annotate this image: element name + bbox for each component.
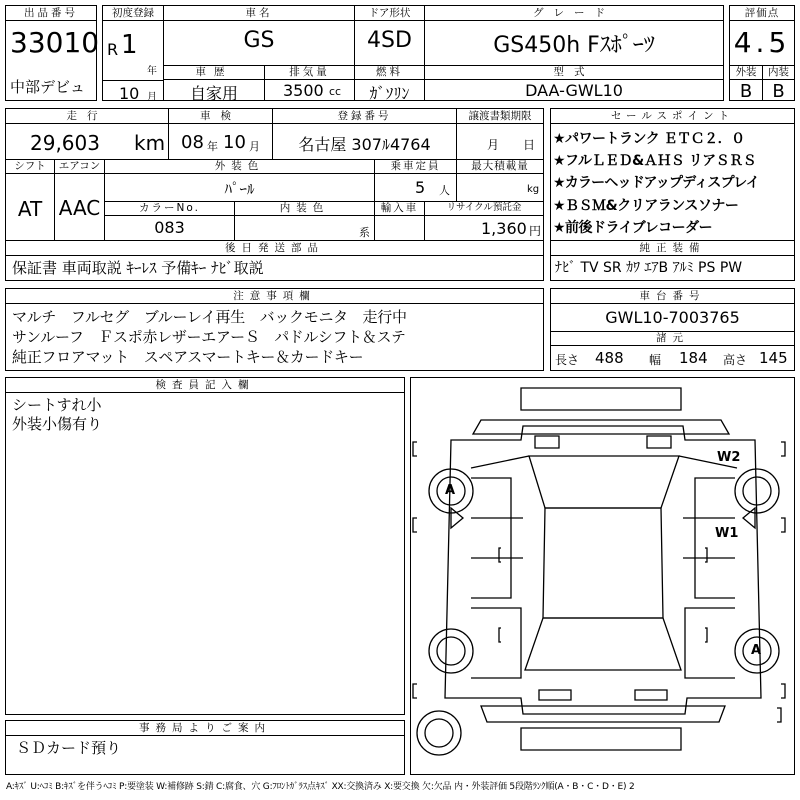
fuel-label: 燃料 bbox=[354, 65, 424, 80]
mileage: 29,603 bbox=[30, 131, 100, 155]
damage-mark-w2: W2 bbox=[717, 450, 741, 465]
notes-line: サンルーフ Ｆスポ赤レザーエアーＳ パドルシフト＆ステ bbox=[12, 328, 406, 346]
height-label: 高さ bbox=[723, 353, 748, 367]
color-label: 外装色 bbox=[104, 159, 374, 174]
mileage-label: 走行 bbox=[6, 109, 168, 124]
notes-line: マルチ フルセグ ブルーレイ再生 バックモニタ 走行中 bbox=[12, 308, 407, 326]
transfer-label: 譲渡書類期限 bbox=[456, 109, 543, 124]
history-label: 車歴 bbox=[164, 65, 264, 80]
legend-footer: A:ｷｽﾞ U:ﾍｺﾐ B:ｷｽﾞを伴うﾍｺﾐ P:要塗装 W:補修跡 S:錆 C:腐食、穴 G:ﾌﾛﾝﾄｶﾞﾗｽ点ｷｽﾞ XX:交換済み X:要交換 欠:欠品 内・外装評価 5段階ﾗﾝｸ順(A・B・C・D・E) 2 bbox=[6, 782, 635, 792]
capacity-label: 乗車定員 bbox=[374, 159, 456, 174]
exterior-label: 外装 bbox=[730, 65, 762, 80]
fuel: ｶﾞｿﾘﾝ bbox=[354, 80, 424, 101]
car-name: GS bbox=[243, 28, 275, 53]
first-reg-month-unit: 月 bbox=[147, 92, 157, 103]
shift: AT bbox=[17, 197, 43, 221]
office-notice: ＳＤカード預り bbox=[16, 739, 122, 757]
color: ﾊﾟｰﾙ bbox=[104, 174, 374, 201]
notes-box bbox=[5, 288, 544, 371]
chassis-label: 車台番号 bbox=[551, 289, 794, 304]
grade: GS450h Fｽﾎﾟｰﾂ bbox=[424, 21, 723, 65]
displacement-unit: cc bbox=[329, 85, 342, 98]
office-label: 事務局よりご案内 bbox=[6, 721, 404, 736]
sales-point-item: ★パワートランク ＥＴＣ２．０ bbox=[553, 131, 745, 147]
length-label: 長さ bbox=[555, 353, 580, 367]
width: 184 bbox=[679, 349, 708, 367]
notes-label: 注意事項欄 bbox=[6, 289, 543, 304]
height: 145 bbox=[759, 349, 788, 367]
first-reg-label: 初度登録 bbox=[103, 6, 163, 21]
sales-point-item: ★ＢＳＭ&クリアランスソナー bbox=[553, 198, 739, 214]
import-label: 輸入車 bbox=[374, 201, 424, 216]
inspector-line: 外装小傷有り bbox=[12, 415, 103, 433]
mileage-unit: km bbox=[134, 131, 166, 155]
later-parts: 保証書 車両取説 ｷｰﾚｽ 予備ｷｰ ﾅﾋﾞ取説 bbox=[12, 259, 264, 277]
score-box bbox=[729, 5, 795, 101]
damage-mark-a-rear-right: A bbox=[751, 643, 762, 658]
plate: 名古屋 307ﾙ4764 bbox=[272, 124, 456, 159]
equipment-label: 純正装備 bbox=[551, 241, 794, 256]
color-no-label: カラーNo. bbox=[104, 201, 234, 216]
car-outline-diagram bbox=[411, 378, 794, 774]
chassis-box bbox=[550, 288, 795, 371]
inspection-year: 08 bbox=[181, 132, 204, 153]
capacity: 5 bbox=[415, 178, 426, 197]
interior-color-unit: 系 bbox=[359, 226, 370, 239]
first-reg-year-unit: 年 bbox=[147, 66, 157, 77]
later-parts-label: 後日発送部品 bbox=[6, 241, 543, 256]
inspection-year-unit: 年 bbox=[207, 140, 218, 153]
first-reg-era: R bbox=[107, 40, 119, 59]
car-name-label: 車名 bbox=[164, 6, 354, 21]
lot-label: 出品番号 bbox=[6, 6, 96, 21]
sales-points-label: セールスポイント bbox=[551, 109, 794, 124]
transfer-day-unit: 日 bbox=[523, 138, 536, 152]
model: DAA-GWL10 bbox=[424, 80, 723, 101]
dealer-name: 中部デビュ bbox=[10, 78, 86, 96]
inspection-month-unit: 月 bbox=[249, 140, 260, 153]
lot-box bbox=[5, 5, 100, 101]
aircon: AAC bbox=[54, 174, 104, 241]
interior-color-label: 内装色 bbox=[234, 201, 374, 216]
first-reg-box bbox=[102, 5, 164, 101]
sales-point-item: ★カラーヘッドアップディスプレイ bbox=[553, 175, 759, 191]
width-label: 幅 bbox=[649, 353, 662, 367]
inspector-box bbox=[5, 377, 405, 715]
inspection-month: 10 bbox=[223, 132, 246, 153]
door-type: 4SD bbox=[354, 21, 424, 65]
equipment-box bbox=[550, 240, 795, 281]
chassis-number: GWL10-7003765 bbox=[605, 308, 740, 327]
inspection-label: 車検 bbox=[168, 109, 272, 124]
grade-label: グレード bbox=[424, 6, 723, 21]
sales-point-item: ★前後ドライブレコーダー bbox=[553, 220, 713, 236]
office-box bbox=[5, 720, 405, 775]
inspector-line: シートすれ小 bbox=[12, 396, 102, 414]
color-no: 083 bbox=[104, 216, 234, 241]
displacement-label: 排気量 bbox=[264, 65, 354, 80]
info-box bbox=[5, 108, 544, 241]
interior-label: 内装 bbox=[762, 65, 794, 80]
recycle-unit: 円 bbox=[529, 224, 542, 238]
aircon-label: エアコン bbox=[54, 159, 104, 174]
damage-mark-w1: W1 bbox=[715, 526, 739, 541]
first-reg-month: 10 bbox=[119, 84, 140, 103]
load-label: 最大積載量 bbox=[456, 159, 543, 174]
recycle-label: リサイクル預託金 bbox=[424, 201, 543, 216]
later-parts-box bbox=[5, 240, 544, 281]
history: 自家用 bbox=[189, 84, 238, 103]
shift-label: シフト bbox=[6, 159, 54, 174]
sales-point-item: ★フルＬＥＤ&ＡＨＳ リアＳＲＳ bbox=[553, 153, 757, 169]
transfer-month-unit: 月 bbox=[487, 138, 500, 152]
inspector-label: 検査員記入欄 bbox=[6, 378, 404, 393]
specs-label: 諸元 bbox=[551, 331, 794, 346]
model-label: 型式 bbox=[424, 65, 723, 80]
interior-score: B bbox=[762, 80, 794, 101]
door-label: ドア形状 bbox=[354, 6, 424, 21]
displacement: 3500 bbox=[283, 81, 324, 100]
notes-line: 純正フロアマット スペアスマートキー＆カードキー bbox=[12, 348, 364, 366]
load-unit: kg bbox=[527, 184, 540, 195]
lot-number: 33010 bbox=[10, 26, 100, 59]
score-value: 4.5 bbox=[733, 26, 791, 59]
capacity-unit: 人 bbox=[439, 184, 450, 197]
first-reg-year: 1 bbox=[121, 30, 138, 60]
recycle-value: 1,360 bbox=[481, 219, 527, 238]
damage-mark-a-front-left: A bbox=[445, 483, 456, 498]
sales-points-box bbox=[550, 108, 795, 241]
exterior-score: B bbox=[739, 81, 753, 102]
score-label: 評価点 bbox=[730, 6, 794, 21]
car-box bbox=[163, 5, 724, 101]
plate-label: 登録番号 bbox=[272, 109, 456, 124]
equipment: ﾅﾋﾞ TV SR ｶﾜ ｴｱB ｱﾙﾐ PS PW bbox=[555, 260, 743, 276]
length: 488 bbox=[595, 349, 624, 367]
car-diagram bbox=[410, 377, 795, 775]
